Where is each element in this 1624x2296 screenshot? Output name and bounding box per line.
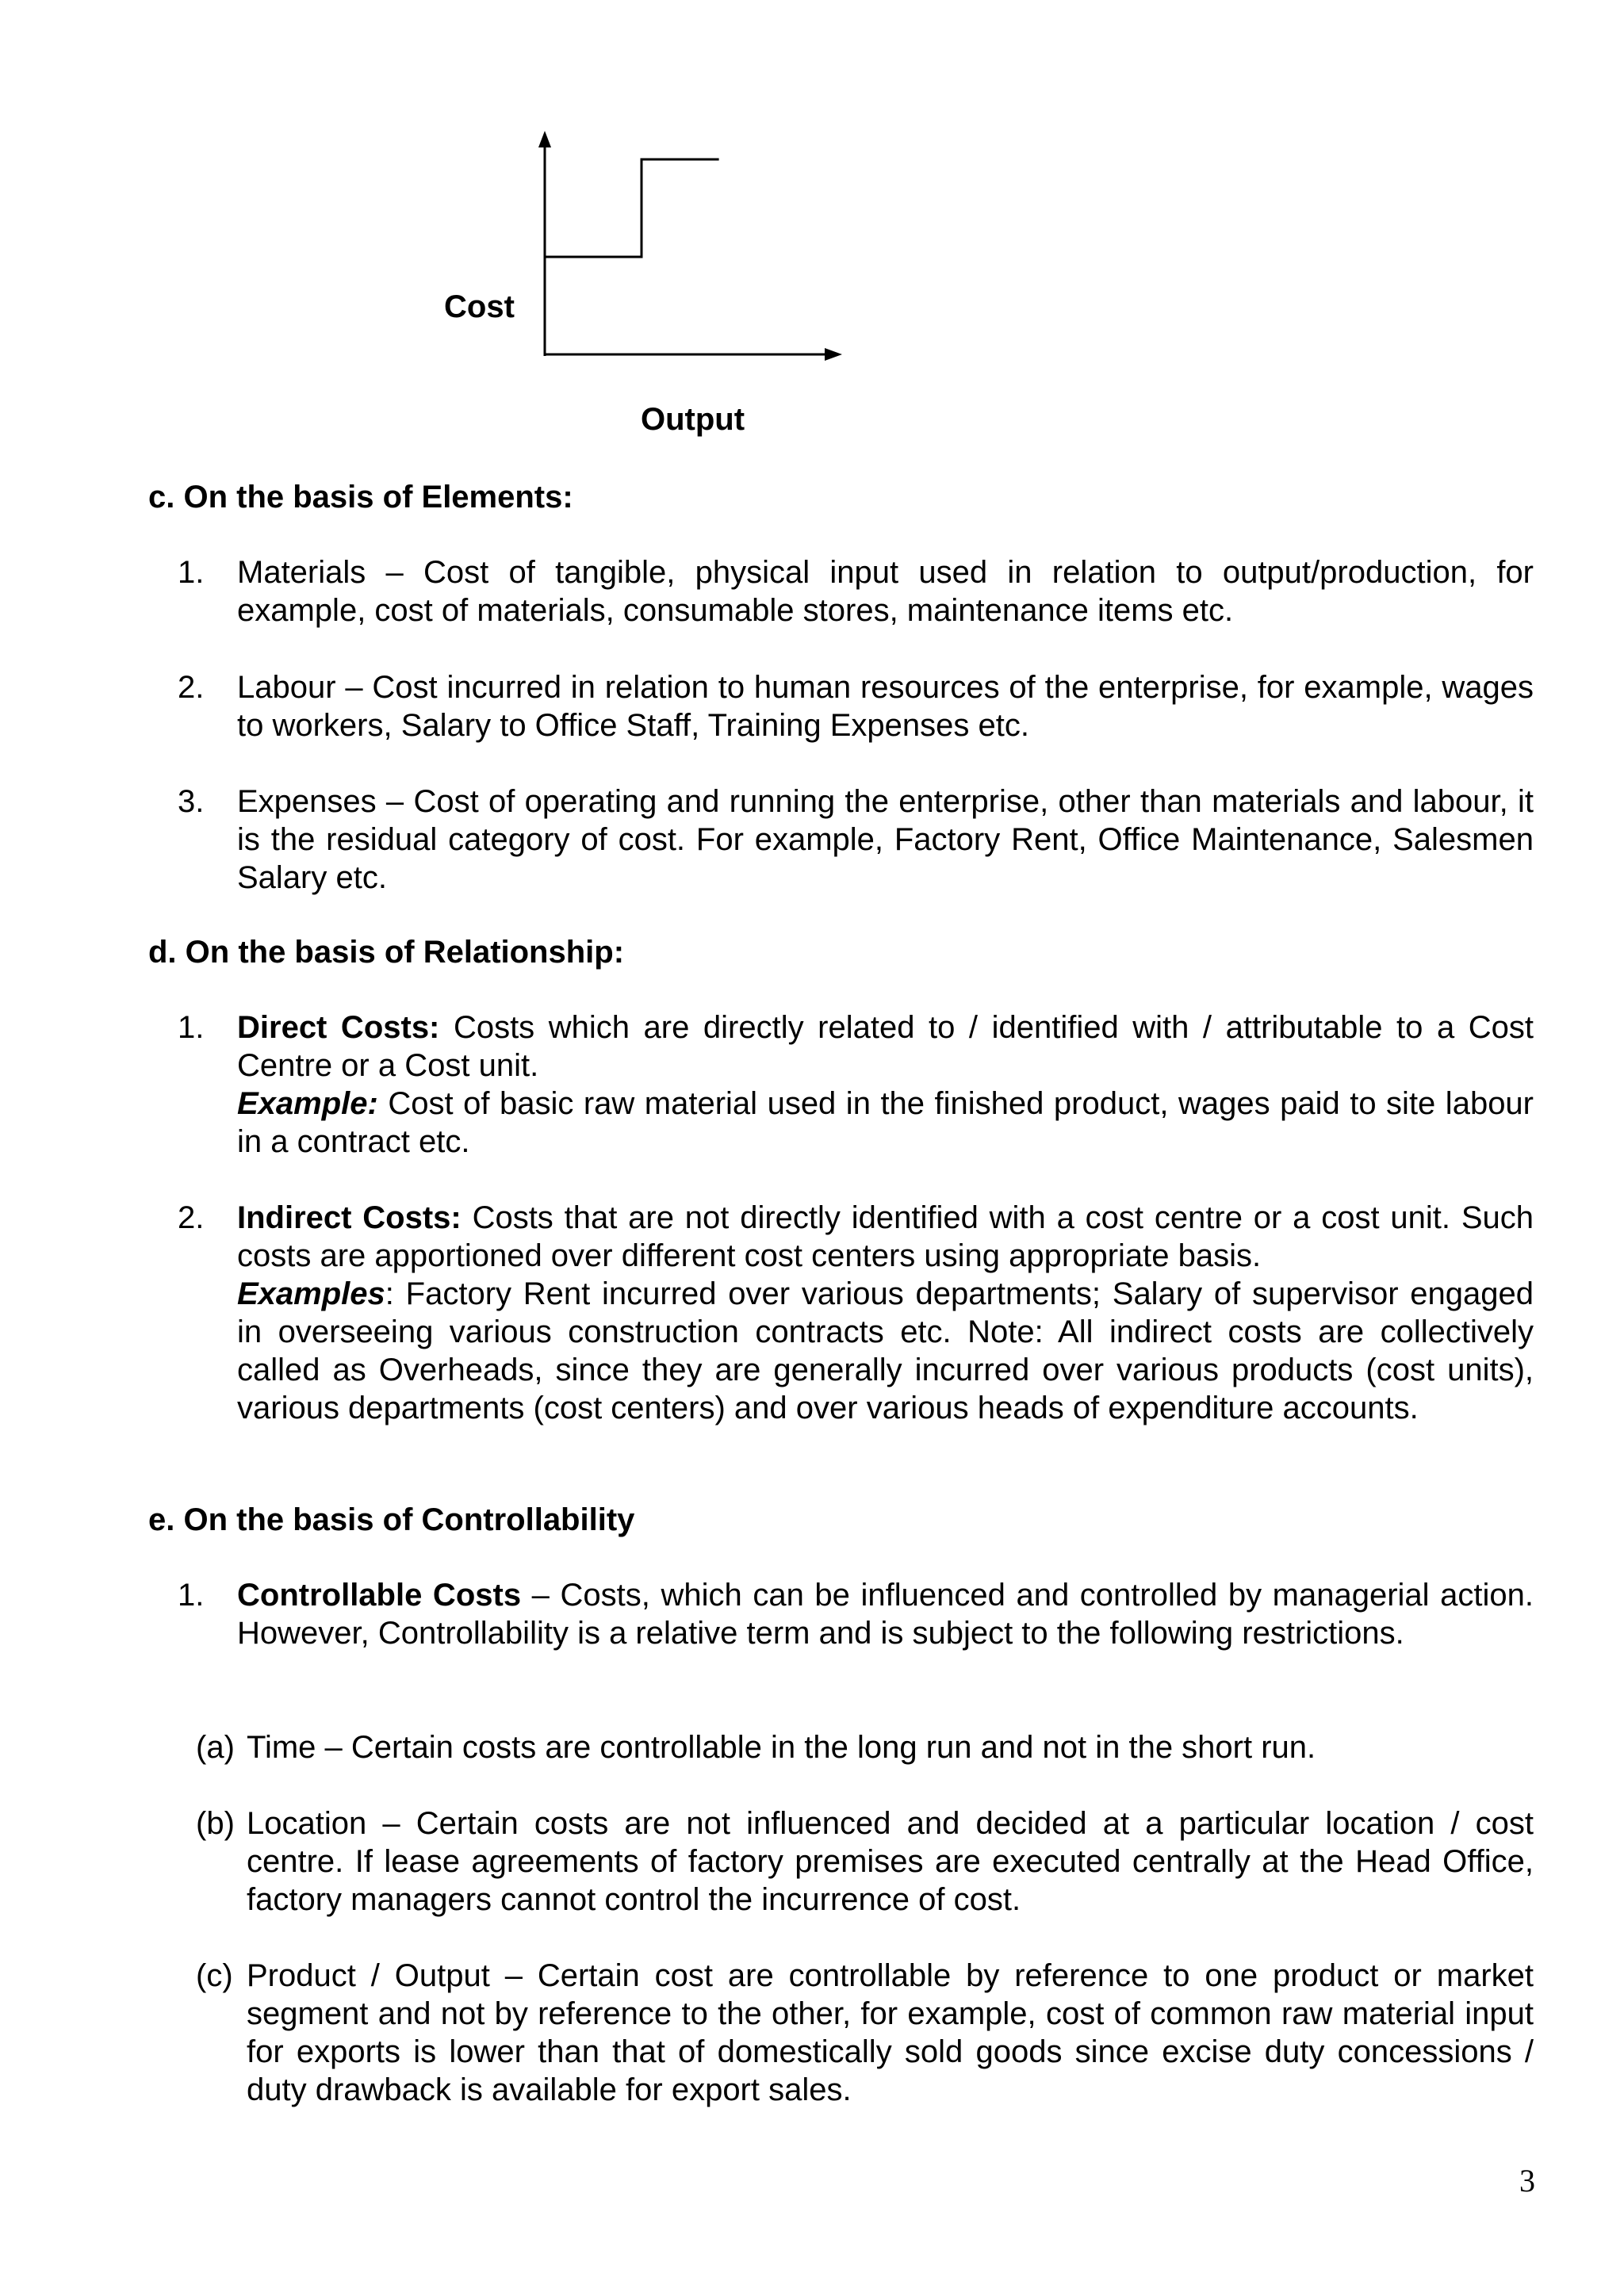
- term-definition: – Costs, which can be influenced and controlled by managerial action. However, Controllability is a relative term and is subject to the following restrictions.: [237, 1578, 1534, 1651]
- list-item-text: Expenses – Cost of operating and running the enterprise, other than materials and labour, it is the residual category of cost. For example, Factory Rent, Office Maintenance, Salesmen Salary etc.: [237, 784, 1534, 895]
- sub-list-item: [196, 1957, 1534, 2109]
- x-axis-arrow: [825, 348, 842, 361]
- sub-list-item: [196, 1804, 1534, 1919]
- sub-list-number: (b): [196, 1806, 235, 1841]
- sub-list-item-text: Product / Output – Certain cost are controllable by reference to one product or market segment and not by reference to the other, for example, cost of common raw material input for exports is lower than that of domestically sold goods since excise duty concessions / duty drawback is available for export sales.: [247, 1958, 1534, 2107]
- term-controllable-costs: Controllable Costs: [237, 1578, 522, 1613]
- list-item-body: [237, 1008, 1534, 1161]
- sub-list-item-text: Time – Certain costs are controllable in the long run and not in the short run.: [247, 1730, 1316, 1765]
- list-item: [178, 553, 1534, 629]
- term-direct-costs: Direct Costs:: [237, 1010, 440, 1045]
- example-label: Example:: [237, 1086, 378, 1121]
- sub-list-item: [196, 1728, 1534, 1766]
- list-item: [178, 1008, 1534, 1161]
- list-item: [178, 783, 1534, 897]
- list-number: 1.: [178, 1010, 205, 1045]
- list-item: [178, 668, 1534, 744]
- list-item-text: Materials – Cost of tangible, physical input used in relation to output/production, for example, cost of materials, consumable stores, maintenance items etc.: [237, 555, 1534, 628]
- section-heading-relationship: d. On the basis of Relationship:: [148, 935, 625, 970]
- list-item: [178, 1199, 1534, 1427]
- sub-list-number: (c): [196, 1958, 233, 1993]
- y-axis-arrow: [538, 131, 551, 147]
- list-number: 2.: [178, 1200, 205, 1235]
- example-text: Cost of basic raw material used in the finished product, wages paid to site labour in a contract etc.: [237, 1086, 1534, 1159]
- chart-y-label: Cost: [444, 289, 515, 324]
- list-number: 3.: [178, 784, 205, 819]
- step-cost-chart: [0, 0, 1624, 476]
- section-heading-elements: c. On the basis of Elements:: [148, 480, 573, 515]
- list-item-body: [237, 1199, 1534, 1427]
- list-item-text: Labour – Cost incurred in relation to human resources of the enterprise, for example, wages to workers, Salary to Office Staff, Training Expenses etc.: [237, 670, 1534, 743]
- list-item-body: [237, 1576, 1534, 1652]
- step-cost-line: [545, 159, 719, 257]
- sub-list-item-text: Location – Certain costs are not influenced and decided at a particular location / cost centre. If lease agreements of factory premises are executed centrally at the Head Office, factory managers cannot control the incurrence of cost.: [247, 1806, 1534, 1917]
- term-definition: Costs that are not directly identified with a cost centre or a cost unit. Such costs are apportioned over different cost centers using appropriate basis.: [237, 1200, 1534, 1273]
- list-number: 1.: [178, 1578, 205, 1613]
- list-number: 2.: [178, 670, 205, 705]
- example-text: : Factory Rent incurred over various departments; Salary of supervisor engaged in overseeing various construction contracts etc. Note: All indirect costs are collectively called as Overheads, since they are generally incurred over various products (cost units), various departments (cost centers) and over various heads of expenditure accounts.: [237, 1276, 1534, 1425]
- list-item: [178, 1576, 1534, 1652]
- example-label: Examples: [237, 1276, 385, 1311]
- section-heading-controllability: e. On the basis of Controllability: [148, 1502, 635, 1537]
- list-number: 1.: [178, 555, 205, 590]
- chart-x-label: Output: [641, 402, 745, 437]
- sub-list-number: (a): [196, 1730, 235, 1765]
- page-number: 3: [1519, 2163, 1535, 2198]
- term-definition: Costs which are directly related to / identified with / attributable to a Cost Centre or a Cost unit.: [237, 1010, 1534, 1083]
- term-indirect-costs: Indirect Costs:: [237, 1200, 462, 1235]
- chart-canvas: [0, 0, 1624, 476]
